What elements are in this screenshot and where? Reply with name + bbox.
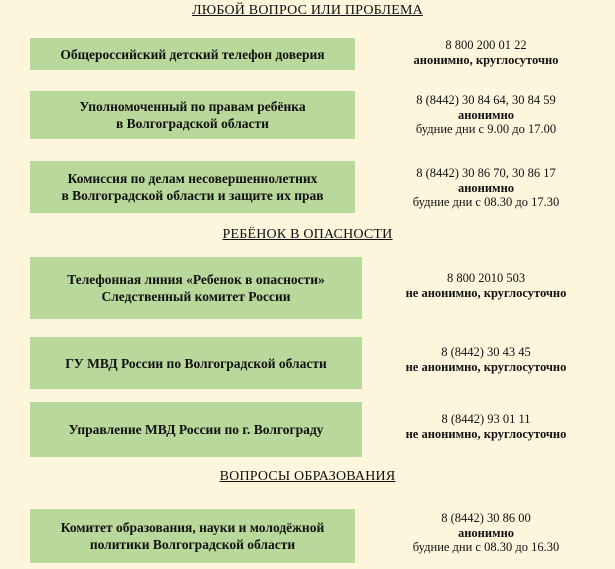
org-name-line: в Волгоградской области и защите их прав: [61, 188, 324, 203]
section-heading-child-in-danger: РЕБЁНОК В ОПАСНОСТИ: [222, 227, 393, 242]
org-box-child-rights-ombudsman: [30, 91, 355, 139]
contact-education-committee: [383, 511, 589, 555]
org-name-line: Управление МВД России по г. Волгограду: [68, 422, 324, 437]
contact-juvenile-commission: [383, 166, 589, 210]
org-box-mvd-volgograd-region: [30, 337, 362, 389]
org-name-line: Комиссия по делам несовершеннолетних: [67, 171, 318, 186]
phone-number: 8 (8442) 30 86 00: [441, 511, 531, 525]
phone-number: 8 (8442) 30 84 64, 30 84 59: [416, 93, 556, 107]
org-name-line: ГУ МВД России по Волгоградской области: [65, 355, 327, 371]
org-box-mvd-volgograd-city: [30, 402, 362, 457]
phone-number: 8 800 2010 503: [446, 271, 526, 285]
org-name-line: в Волгоградской области: [116, 116, 269, 131]
working-hours: будние дни с 9.00 до 17.00: [415, 122, 557, 136]
org-name-line: политики Волгоградской области: [89, 537, 296, 552]
contact-note: не анонимно, круглосуточно: [405, 285, 567, 300]
org-name-line: Общероссийский детский телефон доверия: [60, 46, 325, 62]
org-box-juvenile-commission: [30, 161, 355, 213]
contact-mvd-volgograd-region: [383, 345, 589, 374]
contact-mvd-volgograd-city: [383, 412, 589, 441]
org-name-line: Уполномоченный по правам ребёнка: [79, 99, 306, 114]
section-heading-any-question: ЛЮБОЙ ВОПРОС ИЛИ ПРОБЛЕМА: [192, 3, 423, 18]
contact-children-helpline: [383, 38, 589, 67]
contact-note: не анонимно, круглосуточно: [405, 426, 567, 441]
working-hours: будние дни с 08.30 до 16.30: [412, 540, 560, 554]
org-box-child-danger-line: [30, 257, 362, 319]
contact-child-rights-ombudsman: [383, 93, 589, 137]
org-box-children-helpline: [30, 38, 355, 70]
phone-number: 8 (8442) 30 86 70, 30 86 17: [416, 166, 556, 180]
phone-number: 8 800 200 01 22: [445, 38, 527, 52]
phone-number: 8 (8442) 93 01 11: [441, 412, 531, 426]
contact-note: анонимно: [457, 525, 515, 540]
org-name-line: Комитет образования, науки и молодёжной: [60, 520, 325, 535]
contact-note: анонимно, круглосуточно: [413, 52, 559, 67]
org-box-education-committee: [30, 509, 355, 563]
contact-note: анонимно: [457, 180, 515, 195]
working-hours: будние дни с 08.30 до 17.30: [412, 195, 560, 209]
contact-child-danger-line: [383, 271, 589, 300]
contact-note: анонимно: [457, 107, 515, 122]
phone-number: 8 (8442) 30 43 45: [441, 345, 531, 359]
org-name-line: Следственный комитет России: [101, 289, 291, 304]
section-heading-education: ВОПРОСЫ ОБРАЗОВАНИЯ: [219, 469, 396, 484]
org-name-line: Телефонная линия «Ребенок в опасности»: [67, 272, 325, 287]
contact-note: не анонимно, круглосуточно: [405, 359, 567, 374]
